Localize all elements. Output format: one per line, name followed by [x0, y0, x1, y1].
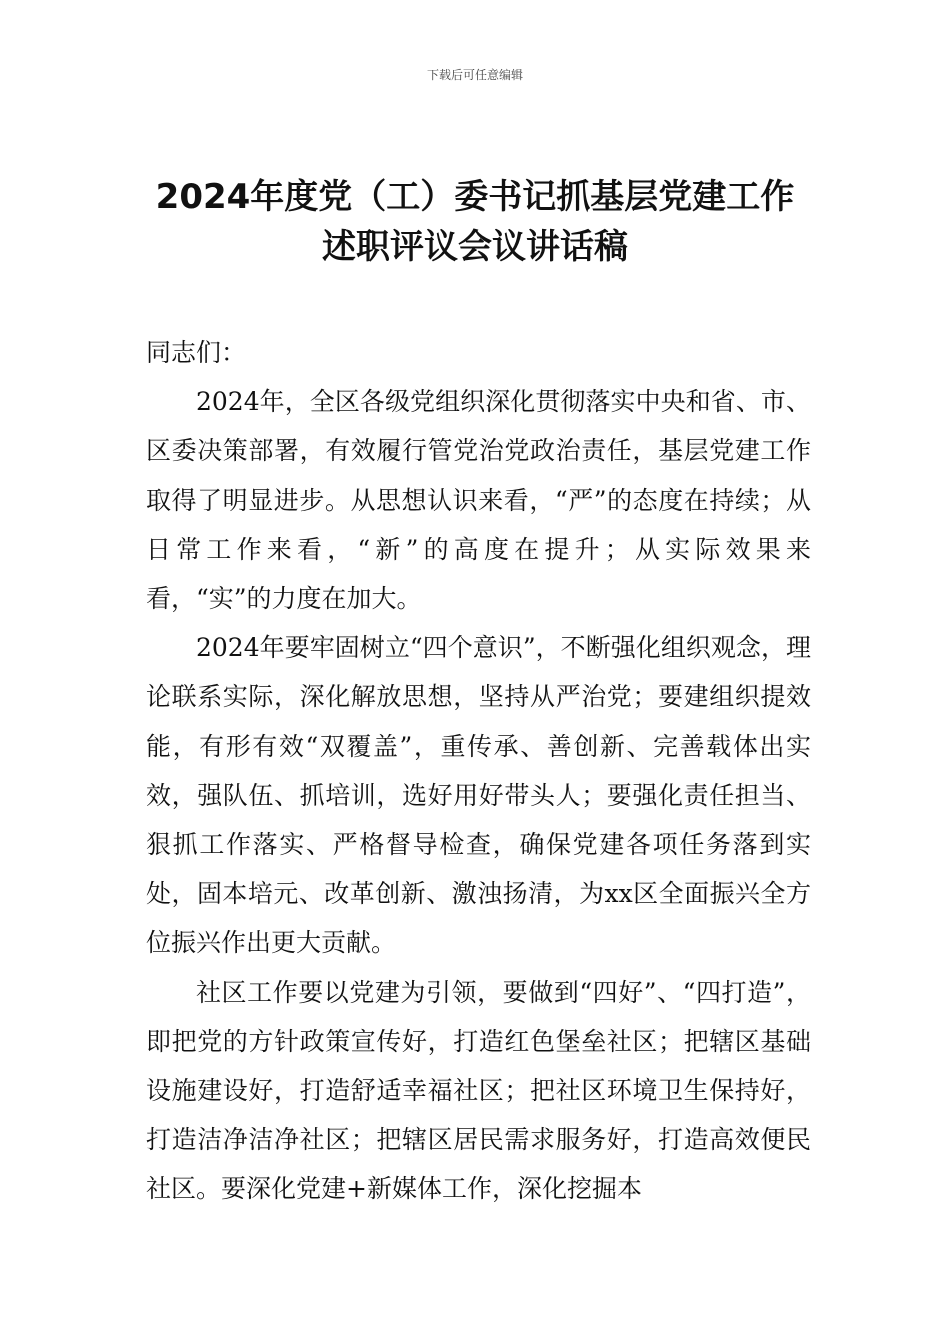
- document-title: [0, 172, 950, 272]
- salutation: 同志们：: [146, 338, 247, 367]
- document-title-line-2: 述职评议会议讲话稿: [322, 227, 628, 267]
- document-body: [146, 328, 811, 1214]
- paragraph-3: 社区工作要以党建为引领，要做到“四好”、“四打造”，即把党的方针政策宣传好，打造红色堡垒社区；把辖区基础设施建设好，打造舒适幸福社区；把社区环境卫生保持好，打造洁净洁净社区；把辖区居民需求服务好，打造高效便民社区。要深化党建+新媒体工作，深化挖掘本: [146, 977, 811, 1204]
- paragraph-2: 2024年要牢固树立“四个意识”，不断强化组织观念，理论联系实际，深化解放思想，坚持从严治党；要建组织提效能，有形有效“双覆盖”，重传承、善创新、完善载体出实效，强队伍、抓培训，选好用好带头人；要强化责任担当、狠抓工作落实、严格督导检查，确保党建各项任务落到实处，固本培元、改革创新、激浊扬清，为xx区全面振兴全方位振兴作出更大贡献。: [146, 633, 811, 958]
- document-title-line-1: 2024年度党（工）委书记抓基层党建工作: [155, 177, 795, 217]
- paragraph-1: 2024年，全区各级党组织深化贯彻落实中央和省、市、区委决策部署，有效履行管党治党政治责任，基层党建工作取得了明显进步。从思想认识来看，“严”的态度在持续；从日常工作来看，“新”的高度在提升；从实际效果来看，“实”的力度在加大。: [146, 387, 811, 614]
- header-note: 下载后可任意编辑: [426, 68, 523, 82]
